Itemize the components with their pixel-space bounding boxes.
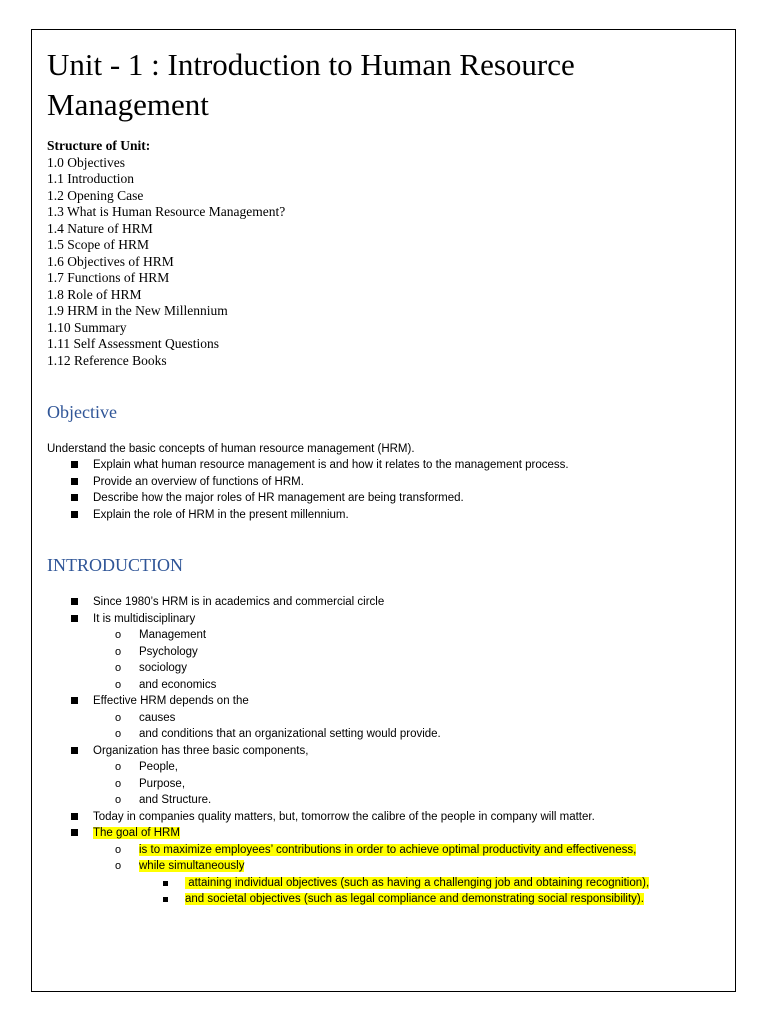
list-item	[71, 644, 649, 661]
circle-bullet-icon: o	[115, 860, 122, 872]
objective-list	[71, 457, 569, 523]
square-bullet-icon	[71, 611, 78, 628]
list-item	[71, 776, 649, 793]
circle-bullet-icon: o	[115, 629, 122, 641]
list-item	[71, 627, 649, 644]
circle-bullet-icon: o	[115, 794, 122, 806]
list-item-text: Effective HRM depends on the	[93, 695, 249, 707]
square-bullet-icon	[71, 693, 78, 710]
list-item-text: Explain what human resource management is and how it relates to the management process.	[93, 459, 569, 471]
list-item-text: sociology	[139, 662, 187, 674]
list-item-text: attaining individual objectives (such as having a challenging job and obtaining recognition),	[185, 876, 650, 889]
list-item-text: is to maximize employees’ contributions in order to achieve optimal productivity and effectiveness,	[139, 843, 637, 856]
list-item	[71, 693, 649, 710]
circle-bullet-icon: o	[115, 777, 122, 790]
list-item	[71, 710, 649, 727]
square-bullet-icon	[71, 825, 78, 842]
list-item	[71, 875, 649, 892]
structure-heading: Structure of Unit:	[47, 138, 151, 153]
list-item	[71, 858, 649, 875]
square-bullet-icon	[71, 474, 78, 491]
list-item	[71, 457, 569, 474]
list-item-text: It is multidisciplinary	[93, 612, 196, 625]
structure-item: 1.5 Scope of HRM	[47, 237, 149, 252]
structure-item: 1.11 Self Assessment Questions	[47, 336, 219, 351]
list-item	[71, 842, 649, 859]
list-item	[71, 792, 649, 809]
list-item	[71, 507, 569, 524]
structure-item: 1.2 Opening Case	[47, 187, 144, 203]
list-item-text: and economics	[139, 678, 217, 691]
small-square-bullet-icon	[163, 891, 168, 908]
structure-item: 1.10 Summary	[47, 319, 127, 335]
introduction-heading: INTRODUCTION	[47, 555, 183, 575]
list-item-text: Management	[139, 629, 207, 641]
introduction-list	[71, 594, 649, 908]
list-item-text: People,	[139, 761, 179, 773]
list-item-text: The goal of HRM	[93, 827, 180, 839]
structure-item: 1.3 What is Human Resource Management?	[47, 204, 286, 219]
list-item	[71, 825, 649, 842]
structure-item: 1.9 HRM in the New Millennium	[47, 303, 228, 318]
structure-item: 1.8 Role of HRM	[47, 286, 142, 302]
list-item	[71, 677, 649, 694]
structure-item: 1.4 Nature of HRM	[47, 220, 153, 236]
list-item-text: while simultaneously	[139, 860, 245, 872]
objective-intro: Understand the basic concepts of human resource management (HRM).	[47, 443, 415, 455]
structure-item: 1.12 Reference Books	[47, 352, 167, 368]
list-item-text: Organization has three basic components,	[93, 744, 309, 757]
circle-bullet-icon: o	[115, 711, 122, 724]
list-item	[71, 611, 649, 628]
list-item	[71, 891, 649, 908]
square-bullet-icon	[71, 594, 78, 611]
square-bullet-icon	[71, 490, 78, 507]
circle-bullet-icon: o	[115, 728, 122, 740]
circle-bullet-icon: o	[115, 678, 122, 691]
list-item-text: Psychology	[139, 645, 198, 658]
list-item-text: causes	[139, 711, 176, 724]
structure-item: 1.1 Introduction	[47, 171, 134, 186]
list-item-text: and societal objectives (such as legal compliance and demonstrating social responsibility).	[185, 893, 644, 905]
circle-bullet-icon: o	[115, 645, 122, 658]
square-bullet-icon	[71, 457, 78, 474]
list-item-text: and Structure.	[139, 794, 212, 806]
list-item	[71, 809, 649, 826]
square-bullet-icon	[71, 743, 78, 760]
structure-item: 1.6 Objectives of HRM	[47, 253, 174, 269]
square-bullet-icon	[71, 507, 78, 524]
circle-bullet-icon: o	[115, 843, 122, 856]
objective-heading: Objective	[47, 402, 117, 422]
page-title: Unit - 1 : Introduction to Human Resource Management	[47, 47, 575, 122]
list-item	[71, 490, 569, 507]
list-item-text: Purpose,	[139, 777, 186, 790]
list-item-text: Explain the role of HRM in the present millennium.	[93, 508, 349, 521]
circle-bullet-icon: o	[115, 662, 122, 674]
list-item-text: Describe how the major roles of HR management are being transformed.	[93, 492, 464, 504]
list-item	[71, 474, 569, 491]
circle-bullet-icon: o	[115, 761, 122, 773]
list-item	[71, 660, 649, 677]
structure-item: 1.0 Objectives	[47, 154, 125, 170]
list-item-text: Provide an overview of functions of HRM.	[93, 475, 304, 488]
list-item-text: Since 1980’s HRM is in academics and commercial circle	[93, 596, 385, 608]
list-item	[71, 743, 649, 760]
list-item-text: and conditions that an organizational setting would provide.	[139, 728, 441, 740]
list-item	[71, 726, 649, 743]
square-bullet-icon	[71, 809, 78, 826]
structure-of-unit	[47, 138, 285, 369]
list-item	[71, 759, 649, 776]
small-square-bullet-icon	[163, 875, 168, 892]
list-item	[71, 594, 649, 611]
structure-item: 1.7 Functions of HRM	[47, 270, 170, 285]
list-item-text: Today in companies quality matters, but, tomorrow the calibre of the people in company will matter.	[93, 810, 595, 823]
